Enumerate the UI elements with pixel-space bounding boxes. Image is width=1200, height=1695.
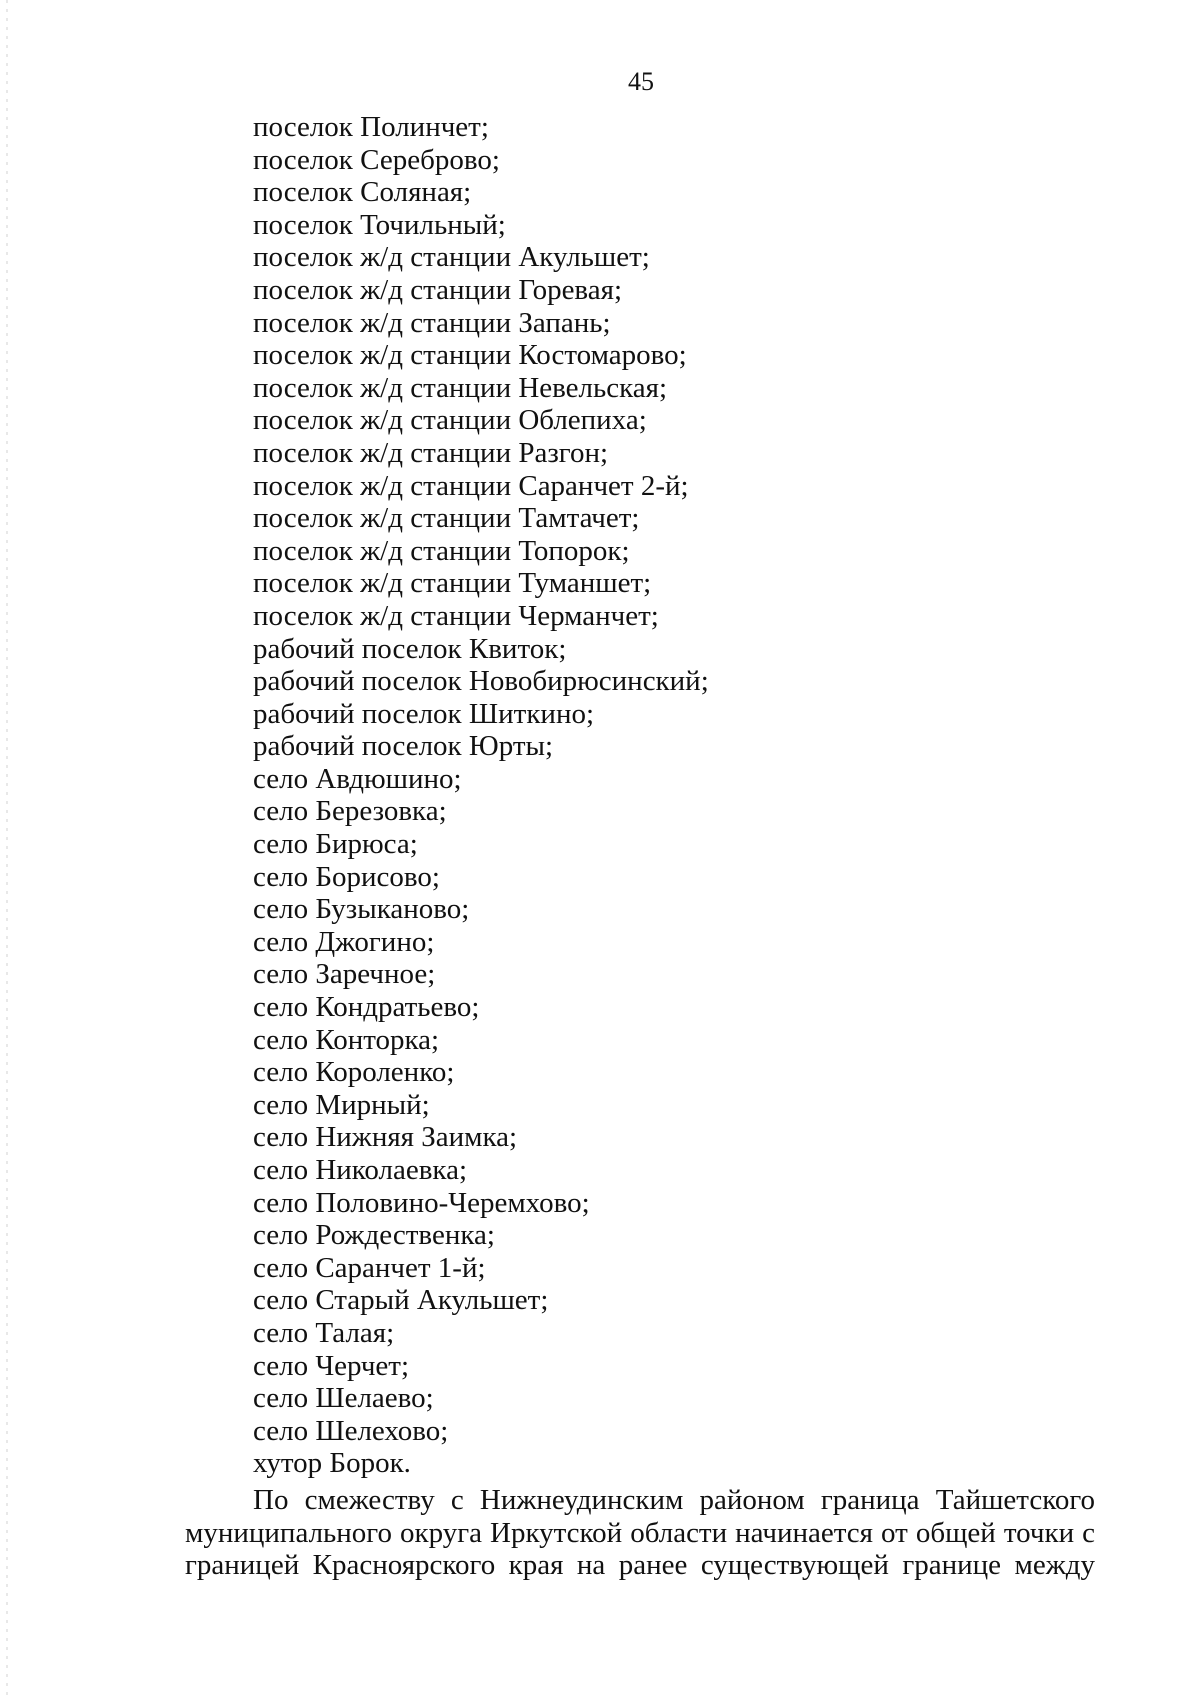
settlement-list-item: поселок ж/д станции Запань; <box>253 306 611 339</box>
settlement-list-item: село Половино-Черемхово; <box>253 1186 590 1219</box>
settlement-list-item: село Авдюшино; <box>253 762 462 795</box>
settlement-list-item: рабочий поселок Юрты; <box>253 730 554 763</box>
settlement-list-item: поселок ж/д станции Саранчет 2-й; <box>253 469 689 502</box>
settlement-list-item: поселок Сереброво; <box>253 143 500 176</box>
settlement-list-item: село Джогино; <box>253 925 435 958</box>
settlement-list-item: село Мирный; <box>253 1088 430 1121</box>
boundary-paragraph <box>185 1484 1095 1582</box>
settlement-list-item: село Березовка; <box>253 795 447 828</box>
settlement-list-item: поселок Полинчет; <box>253 111 489 143</box>
settlement-list-item: село Старый Акульшет; <box>253 1284 549 1317</box>
settlement-list-item: поселок Точильный; <box>253 208 506 241</box>
settlement-list-item: хутор Борок. <box>253 1447 411 1480</box>
settlement-list-item: поселок ж/д станции Облепиха; <box>253 404 647 437</box>
settlement-list-item: село Николаевка; <box>253 1154 468 1186</box>
settlement-list-item: село Шелехово; <box>253 1414 449 1447</box>
settlement-list-item: поселок ж/д станции Топорок; <box>253 534 630 567</box>
settlement-list-item: поселок ж/д станции Невельская; <box>253 371 668 404</box>
page-number: 45 <box>628 67 654 96</box>
settlement-list-item: село Бирюса; <box>253 828 418 861</box>
settlement-list-item: село Бузыканово; <box>253 893 470 926</box>
settlement-list-item: рабочий поселок Новобирюсинский; <box>253 665 709 698</box>
settlement-list-item: село Заречное; <box>253 958 436 991</box>
settlement-list-item: поселок ж/д станции Разгон; <box>253 436 609 469</box>
settlement-list-item: село Короленко; <box>253 1056 455 1089</box>
settlement-list-item: село Саранчет 1-й; <box>253 1251 486 1284</box>
settlement-list-item: село Черчет; <box>253 1349 410 1382</box>
settlement-list-item: поселок ж/д станции Костомарово; <box>253 339 687 372</box>
settlement-list-item: село Кондратьево; <box>253 991 480 1024</box>
settlement-list-item: поселок ж/д станции Черманчет; <box>253 599 659 632</box>
paragraph-line: По смежеству с Нижнеудинским районом граница Тайшетского <box>253 1484 1095 1516</box>
settlement-list-item: поселок ж/д станции Горевая; <box>253 273 623 306</box>
settlement-list-item: село Борисово; <box>253 860 440 893</box>
settlement-list-item: поселок ж/д станции Акульшет; <box>253 241 650 274</box>
settlement-list <box>253 111 709 1480</box>
settlement-list-item: село Рождественка; <box>253 1219 495 1252</box>
settlement-list-item: село Шелаево; <box>253 1382 434 1415</box>
settlement-list-item: село Талая; <box>253 1316 395 1349</box>
settlement-list-item: село Конторка; <box>253 1023 440 1056</box>
settlement-list-item: поселок ж/д станции Тамтачет; <box>253 502 640 535</box>
paragraph-line: границей Красноярского края на ранее существующей границе между <box>185 1549 1095 1582</box>
paragraph-line: муниципального округа Иркутской области начинается от общей точки с <box>185 1516 1095 1549</box>
settlement-list-item: поселок ж/д станции Туманшет; <box>253 567 652 600</box>
scan-edge-artifact <box>6 0 8 1695</box>
settlement-list-item: поселок Соляная; <box>253 176 472 209</box>
settlement-list-item: село Нижняя Заимка; <box>253 1121 518 1154</box>
settlement-list-item: рабочий поселок Шиткино; <box>253 697 595 730</box>
settlement-list-item: рабочий поселок Квиток; <box>253 632 567 665</box>
